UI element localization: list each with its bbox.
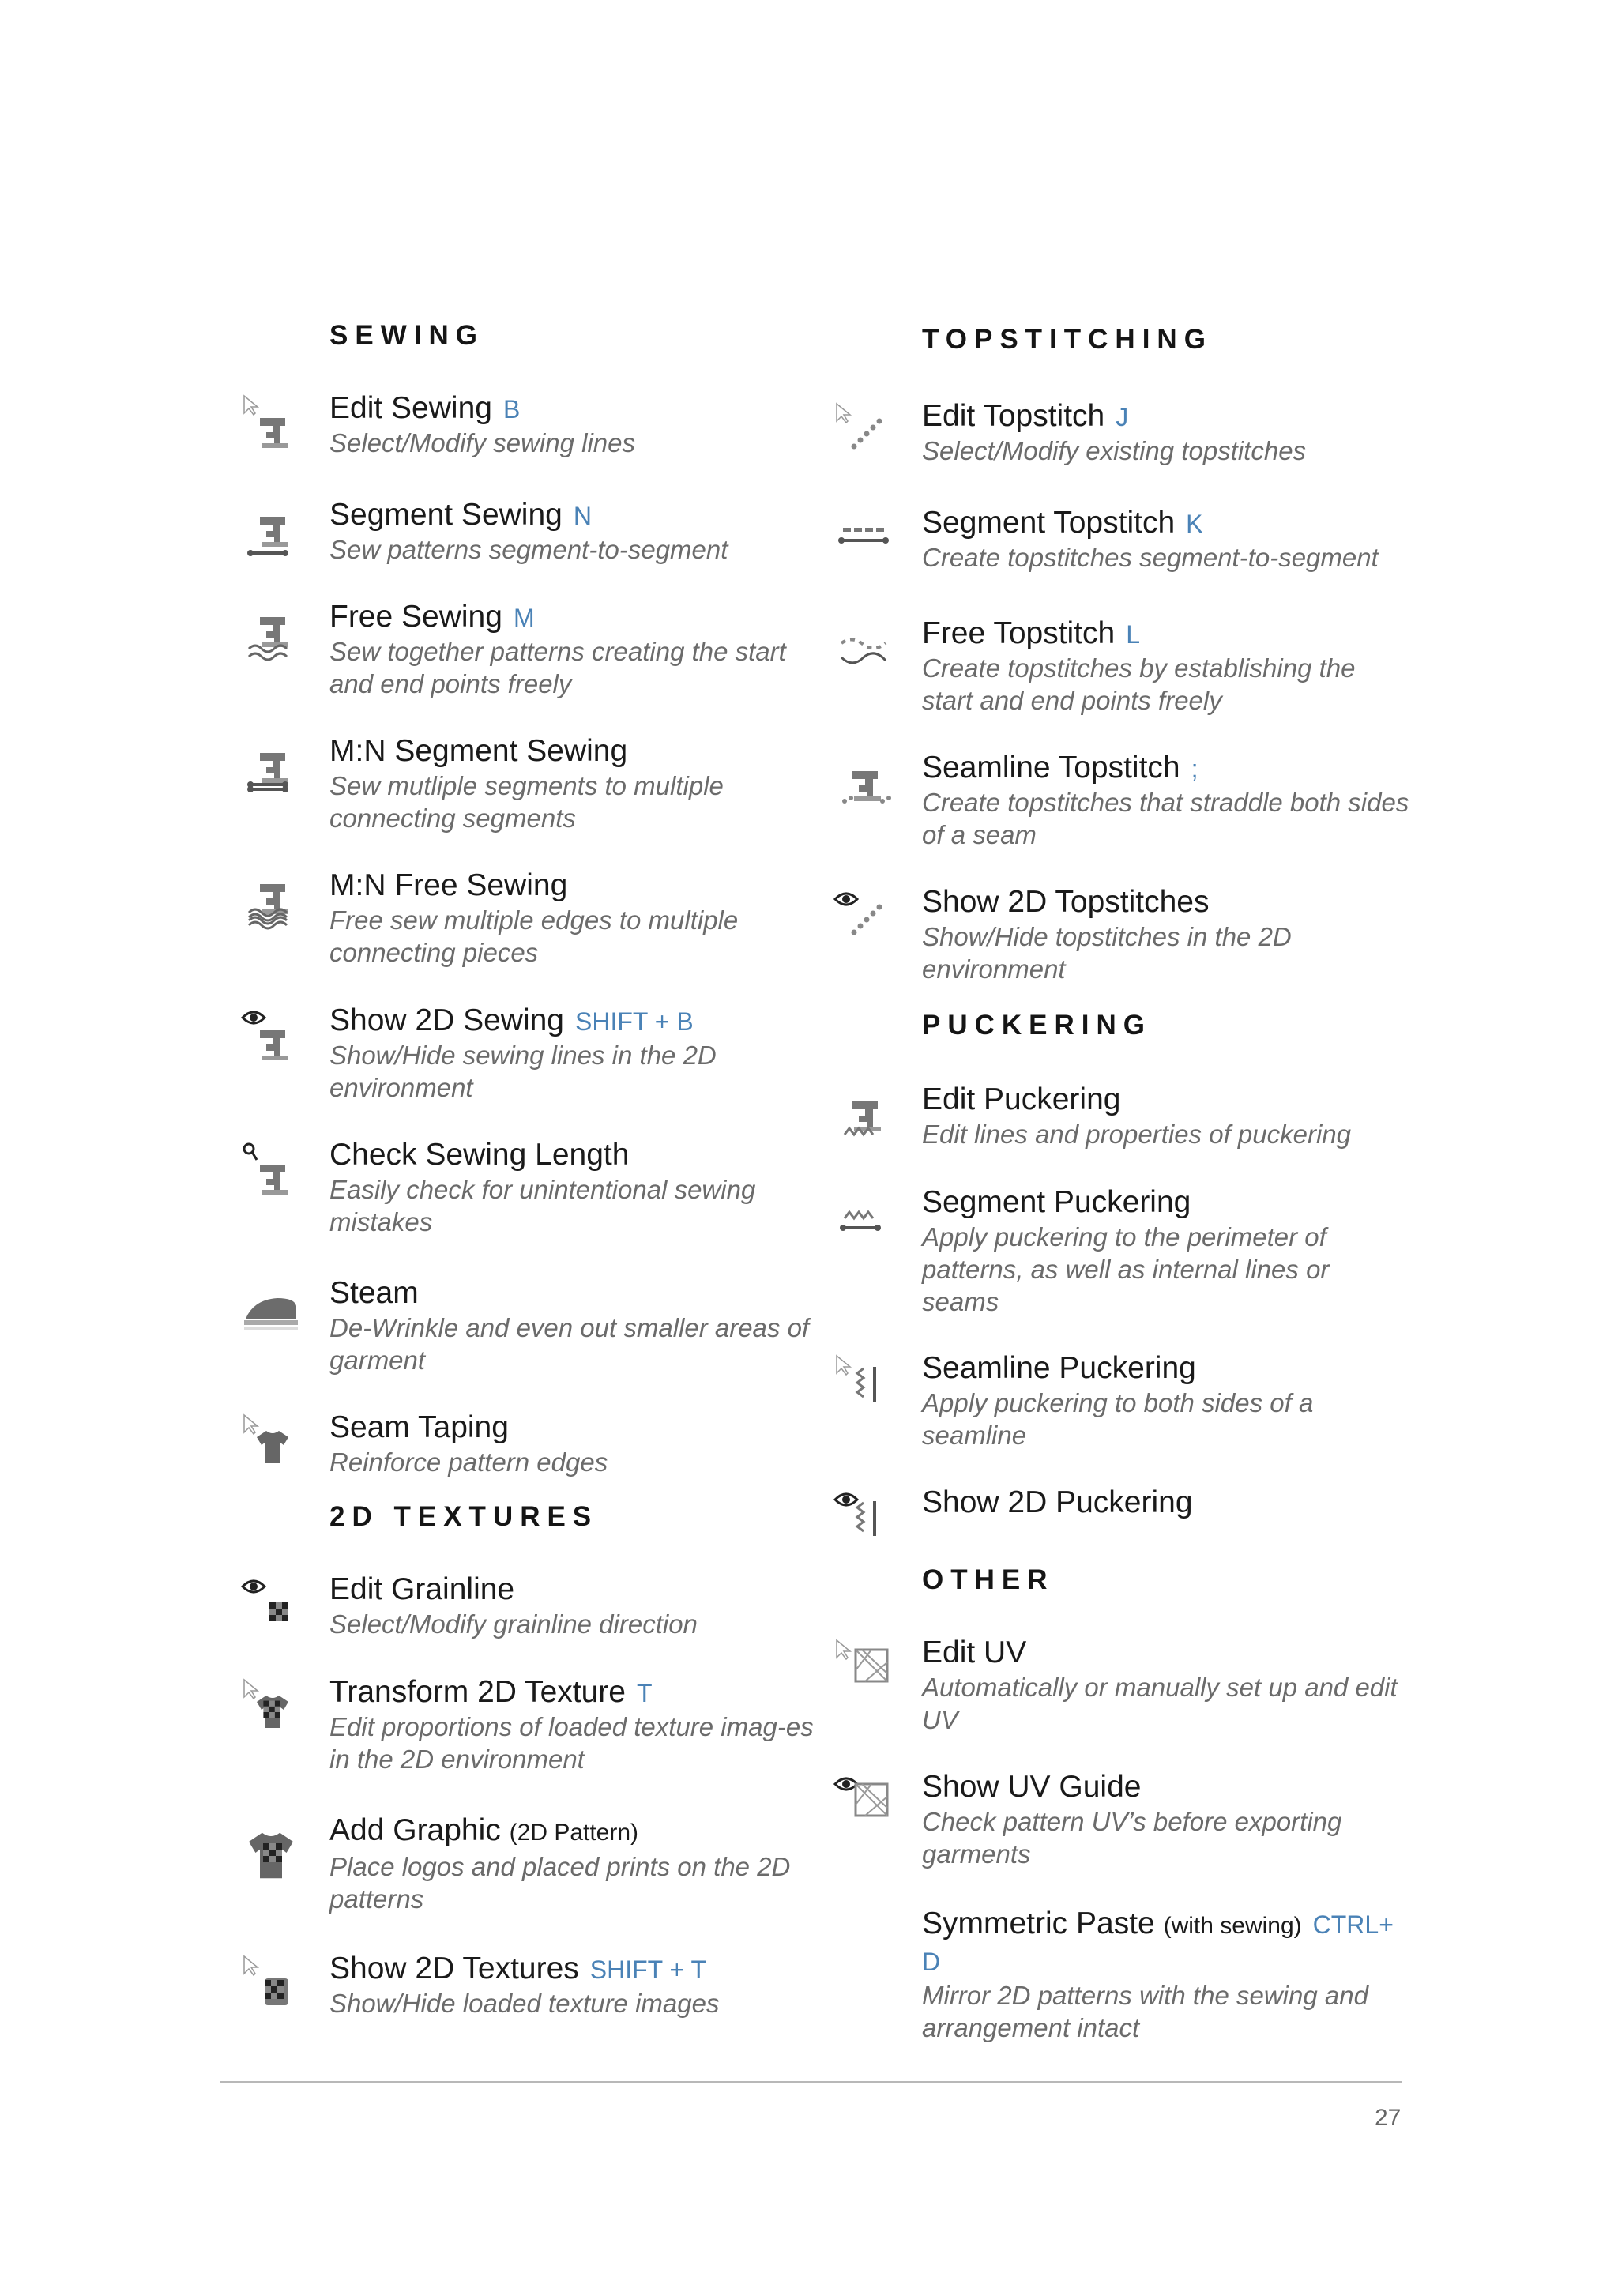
footer-divider	[220, 2081, 1402, 2083]
item-title: Segment Puckering	[922, 1185, 1191, 1219]
section-heading-other: OTHER	[922, 1564, 1055, 1595]
item-description: Show/Hide loaded texture images	[329, 1989, 720, 2018]
transform-2d-texture-icon	[241, 1678, 304, 1741]
item-description: Apply puckering to the perimeter of patterns, as well as internal lines or seams	[922, 1222, 1330, 1316]
seamline-topstitch-icon	[833, 754, 897, 817]
edit-topstitch-icon	[833, 402, 897, 465]
item-title: Edit Sewing	[329, 391, 492, 425]
item-title: Show 2D Topstitches	[922, 885, 1210, 919]
item-description: Sew together patterns creating the start and end points freely	[329, 637, 786, 698]
item-description: Check pattern UV’s before exporting garments	[922, 1807, 1342, 1869]
segment-sewing-icon	[241, 501, 304, 564]
seamline-puckering-icon	[833, 1354, 897, 1417]
mn-segment-sewing-icon	[241, 737, 304, 800]
item-title: Edit Puckering	[922, 1082, 1121, 1116]
shortcut-key: B	[502, 395, 521, 423]
show-2d-puckering-icon	[833, 1489, 897, 1552]
item-description: Show/Hide topstitches in the 2D environment	[922, 922, 1292, 984]
shortcut-key: ;	[1191, 755, 1198, 783]
item-description: Apply puckering to both sides of a seamline	[922, 1388, 1314, 1450]
item-title: Free Topstitch	[922, 616, 1116, 650]
item-title: Edit Topstitch	[922, 399, 1105, 433]
item-description: Free sew multiple edges to multiple connecting pieces	[329, 905, 739, 967]
segment-topstitch-icon	[833, 509, 897, 572]
shortcut-key: M	[513, 604, 535, 632]
add-graphic-icon	[241, 1816, 304, 1880]
item-title: Show 2D Textures	[329, 1952, 579, 1985]
edit-sewing-icon	[241, 394, 304, 457]
item-title: Add Graphic	[329, 1813, 501, 1847]
item-note: (2D Pattern)	[509, 1820, 639, 1846]
item-title: Transform 2D Texture	[329, 1675, 626, 1709]
seam-taping-icon	[241, 1413, 304, 1477]
item-description: Show/Hide sewing lines in the 2D environment	[329, 1041, 717, 1102]
show-2d-topstitches-icon	[833, 888, 897, 951]
edit-grainline-icon	[241, 1575, 304, 1639]
item-description: Create topstitches by establishing the start and end points freely	[922, 653, 1356, 715]
shortcut-key: J	[1116, 403, 1129, 431]
free-topstitch-icon	[833, 619, 897, 683]
shortcut-key: CTRL+ D	[922, 1910, 1394, 1976]
item-title: Edit Grainline	[329, 1572, 515, 1606]
item-description: Create topstitches segment-to-segment	[922, 543, 1379, 572]
item-description: Reinforce pattern edges	[329, 1447, 608, 1477]
item-note: (with sewing)	[1163, 1913, 1302, 1939]
item-title: Seamline Topstitch	[922, 751, 1180, 785]
shortcut-key: T	[636, 1679, 653, 1707]
item-title: Free Sewing	[329, 600, 502, 634]
shortcut-key: SHIFT + T	[589, 1955, 707, 1984]
item-title: Symmetric Paste	[922, 1906, 1155, 1940]
shortcut-key: L	[1126, 620, 1141, 649]
free-sewing-icon	[241, 603, 304, 666]
section-heading-topstitching: TOPSTITCHING	[922, 324, 1213, 355]
item-title: Show 2D Sewing	[329, 1003, 564, 1037]
item-description: Select/Modify grainline direction	[329, 1609, 698, 1639]
section-heading-sewing: SEWING	[329, 320, 484, 351]
item-description: Create topstitches that straddle both sides of a seam	[922, 788, 1409, 849]
shortcut-key: K	[1186, 510, 1203, 538]
item-title: Show 2D Puckering	[922, 1485, 1193, 1519]
item-title: M:N Free Sewing	[329, 868, 568, 902]
segment-puckering-icon	[833, 1188, 897, 1252]
item-title: Segment Topstitch	[922, 506, 1176, 540]
show-2d-textures-icon	[241, 1955, 304, 2018]
item-description: Edit proportions of loaded texture imag-es in the 2D environment	[329, 1712, 814, 1774]
edit-uv-icon	[833, 1639, 897, 1702]
item-description: Place logos and placed prints on the 2D patterns	[329, 1852, 791, 1914]
section-heading-puckering: PUCKERING	[922, 1010, 1153, 1041]
item-description: Select/Modify existing topstitches	[922, 436, 1307, 465]
show-uv-guide-icon	[833, 1773, 897, 1836]
item-title: Seamline Puckering	[922, 1351, 1196, 1385]
shortcut-key: SHIFT + B	[575, 1007, 694, 1036]
item-title: Show UV Guide	[922, 1770, 1142, 1804]
item-description: De-Wrinkle and even out smaller areas of garment	[329, 1313, 810, 1375]
check-sewing-length-icon	[241, 1141, 304, 1204]
item-title: Seam Taping	[329, 1410, 509, 1444]
item-title: Edit UV	[922, 1635, 1027, 1669]
item-title: M:N Segment Sewing	[329, 734, 628, 768]
section-heading-2d-textures: 2D TEXTURES	[329, 1501, 599, 1532]
item-description: Mirror 2D patterns with the sewing and arrangement intact	[922, 1981, 1368, 2042]
shortcut-key: N	[573, 502, 592, 530]
item-description: Sew mutliple segments to multiple connecting segments	[329, 771, 724, 833]
page-number: 27	[1375, 2105, 1402, 2131]
item-description: Easily check for unintentional sewing mistakes	[329, 1175, 756, 1236]
item-description: Automatically or manually set up and edit UV	[922, 1673, 1398, 1734]
edit-puckering-icon	[833, 1086, 897, 1149]
mn-free-sewing-icon	[241, 871, 304, 935]
show-2d-sewing-icon	[241, 1007, 304, 1070]
item-title: Segment Sewing	[329, 498, 563, 532]
item-description: Select/Modify sewing lines	[329, 428, 636, 457]
item-description: Edit lines and properties of puckering	[922, 1120, 1351, 1149]
item-title: Check Sewing Length	[329, 1138, 630, 1172]
item-title: Steam	[329, 1276, 419, 1310]
steam-iron-icon	[241, 1279, 304, 1342]
item-description: Sew patterns segment-to-segment	[329, 535, 728, 564]
